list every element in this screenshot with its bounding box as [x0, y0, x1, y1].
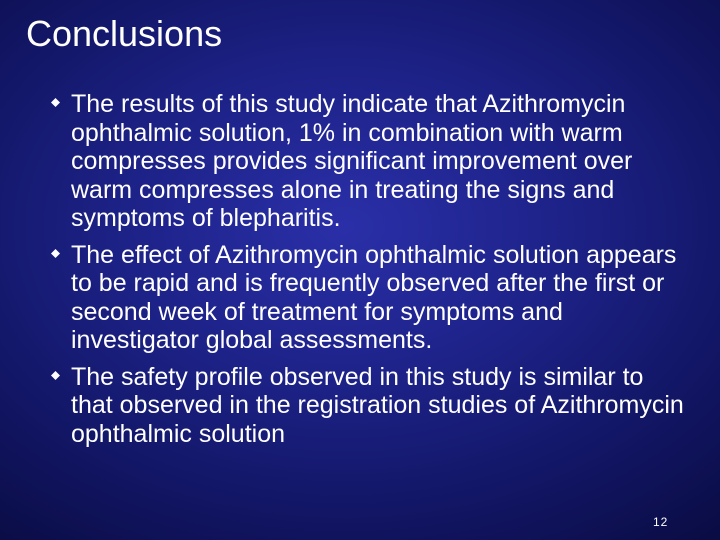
diamond-bullet-icon — [51, 371, 60, 380]
bullet-item-safety — [50, 363, 690, 449]
bullet-list — [50, 90, 690, 456]
diamond-bullet-icon — [51, 249, 60, 258]
bullet-text-safety: The safety profile observed in this study is similar to that observed in the registration studies of Azithromycin ophthalmic solution — [71, 362, 684, 448]
bullet-item-effect — [50, 241, 690, 355]
bullet-text-results: The results of this study indicate that Azithromycin ophthalmic solution, 1% in combination with warm compresses provides significant improvement over warm compresses alone in treating the signs and symptoms of blepharitis. — [71, 90, 633, 232]
bullet-text-effect: The effect of Azithromycin ophthalmic solution appears to be rapid and is frequently observed after the first or second week of treatment for symptoms and investigator global assessments. — [71, 240, 677, 354]
bullet-item-results — [50, 90, 690, 233]
slide-number: 12 — [653, 515, 669, 529]
slide-title: Conclusions — [26, 13, 223, 54]
diamond-bullet-icon — [51, 98, 60, 107]
